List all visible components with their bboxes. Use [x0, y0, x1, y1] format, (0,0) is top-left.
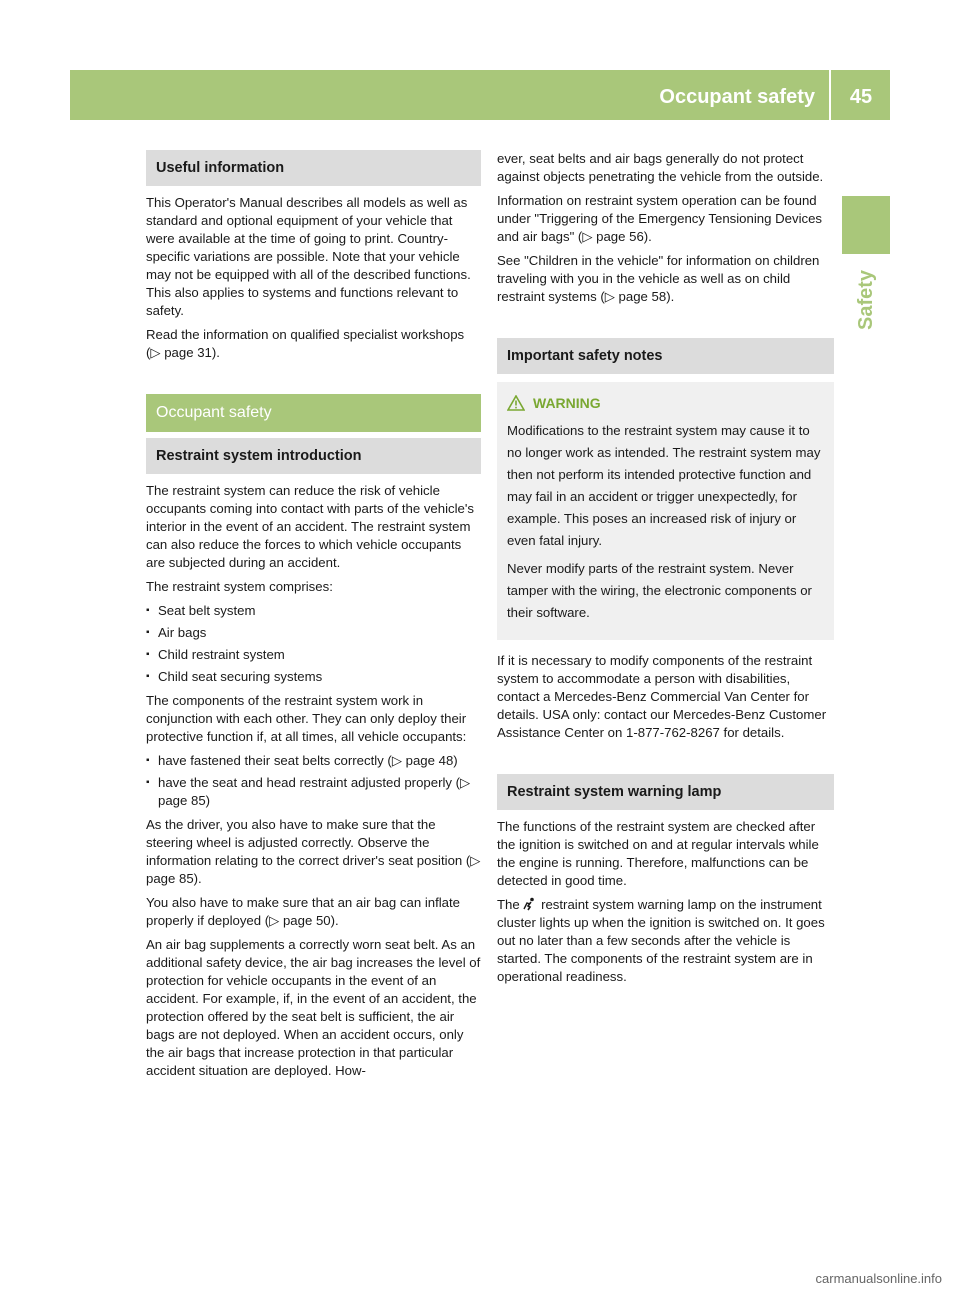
paragraph: The components of the restraint system work in conjunction with each other. They can only deploy their protective function if, at all times, all vehicle occupants: — [146, 693, 467, 744]
paragraph — [497, 896, 834, 986]
right-column — [497, 150, 834, 992]
conditions-list — [146, 752, 481, 810]
paragraph: An air bag supplements a correctly worn seat belt. As an additional safety device, the air bag increases the level of protection for vehicle occupants in the event of an accident. For example, if, in the event of an accident, the protection offered by the seat belt is sufficient, the air bags are not deployed. When an accident occurs, only the air bags that increase protection in that particular accident situation are deployed. How- — [146, 937, 481, 1078]
list-item: ▪ have fastened their seat belts correctly (▷ page 48) — [146, 752, 481, 770]
occupant-safety-heading: Occupant safety — [146, 394, 481, 432]
paragraph: As the driver, you also have to make sure that the steering wheel is adjusted correctly. Observe the information relating to the correct driver's seat position (▷ page 85). — [146, 817, 481, 886]
page-number: 45 — [849, 86, 873, 108]
paragraph: You also have to make sure that an air bag can inflate properly if deployed (▷ page 50). — [146, 895, 461, 928]
left-column — [146, 150, 481, 1086]
warning-lamp-heading: Restraint system warning lamp — [497, 774, 834, 810]
list-item: ▪ Child seat securing systems — [146, 668, 481, 686]
useful-info-heading: Useful information — [146, 150, 481, 186]
watermark: carmanualsonline.info — [815, 1271, 942, 1286]
paragraph: ever, seat belts and air bags generally do not protect against objects penetrating the vehicle from the outside. — [497, 151, 824, 184]
list-item: ▪ Air bags — [146, 624, 481, 642]
paragraph: Information on restraint system operation can be found under "Triggering of the Emergency Tensioning Devices and air bags" (▷ page 56). — [497, 193, 823, 244]
side-tab-marker — [842, 196, 890, 254]
warning-triangle-icon — [507, 395, 525, 411]
paragraph: The restraint system can reduce the risk of vehicle occupants coming into contact with parts of the vehicle's interior in the event of an accident. The restraint system can also reduce the forces to which vehicle occupants are subjected during an accident. — [146, 483, 474, 570]
list-item: ▪ Seat belt system — [146, 602, 481, 620]
warning-text: Modifications to the restraint system may cause it to no longer work as intended. The restraint system may then not perform its intended protective function and may fail in an accident or trigger unexpectedly, for example. This poses an increased risk of injury or even fatal injury. — [507, 423, 821, 548]
header-divider — [829, 70, 831, 120]
warning-box — [497, 382, 834, 640]
restraint-intro-heading: Restraint system introduction — [146, 438, 481, 474]
paragraph: See "Children in the vehicle" for information on children traveling with you in the vehicle as well as on child restraint systems (▷ page 58). — [497, 253, 820, 304]
warning-header — [507, 392, 824, 414]
list-item: ▪ Child restraint system — [146, 646, 481, 664]
paragraph: The functions of the restraint system are checked after the ignition is switched on and at regular intervals while the engine is running. Therefore, malfunctions can be detected in good time. — [497, 819, 819, 888]
paragraph: This Operator's Manual describes all models as well as standard and optional equipment of your vehicle that were available at the time of going to print. Country-specific variations are possible. Note that your vehicle may not be equipped with all of the described functions. This also applies to systems and functions relevant to safety. — [146, 195, 471, 318]
page-header-title: Occupant safety — [659, 86, 815, 108]
restraint-warning-lamp-icon — [523, 897, 537, 911]
paragraph: If it is necessary to modify components of the restraint system to accommodate a person with disabilities, contact a Mercedes-Benz Commercial Van Center for details. USA only: contact our Mercedes-Benz Customer Assistance Center on 1-877-762-8267 for details. — [497, 653, 827, 740]
paragraph: The restraint system comprises: — [146, 579, 333, 594]
list-item: ▪ have the seat and head restraint adjusted properly (▷ page 85) — [146, 774, 481, 810]
important-notes-heading: Important safety notes — [497, 338, 834, 374]
components-list — [146, 602, 481, 686]
warning-text: Never modify parts of the restraint system. Never tamper with the wiring, the electronic components or their software. — [507, 561, 812, 620]
side-tab-text: Safety — [855, 269, 877, 331]
warning-label: WARNING — [533, 395, 601, 411]
lamp-text-pre: The — [497, 897, 520, 912]
lamp-text-post: restraint system warning lamp on the instrument cluster lights up when the ignition is switched on. It goes out no later than a few seconds after the vehicle is started. The components of the restraint system are in operational readiness. — [497, 897, 825, 984]
paragraph: Read the information on qualified specialist workshops (▷ page 31). — [146, 327, 465, 360]
side-tab-label — [842, 260, 890, 340]
